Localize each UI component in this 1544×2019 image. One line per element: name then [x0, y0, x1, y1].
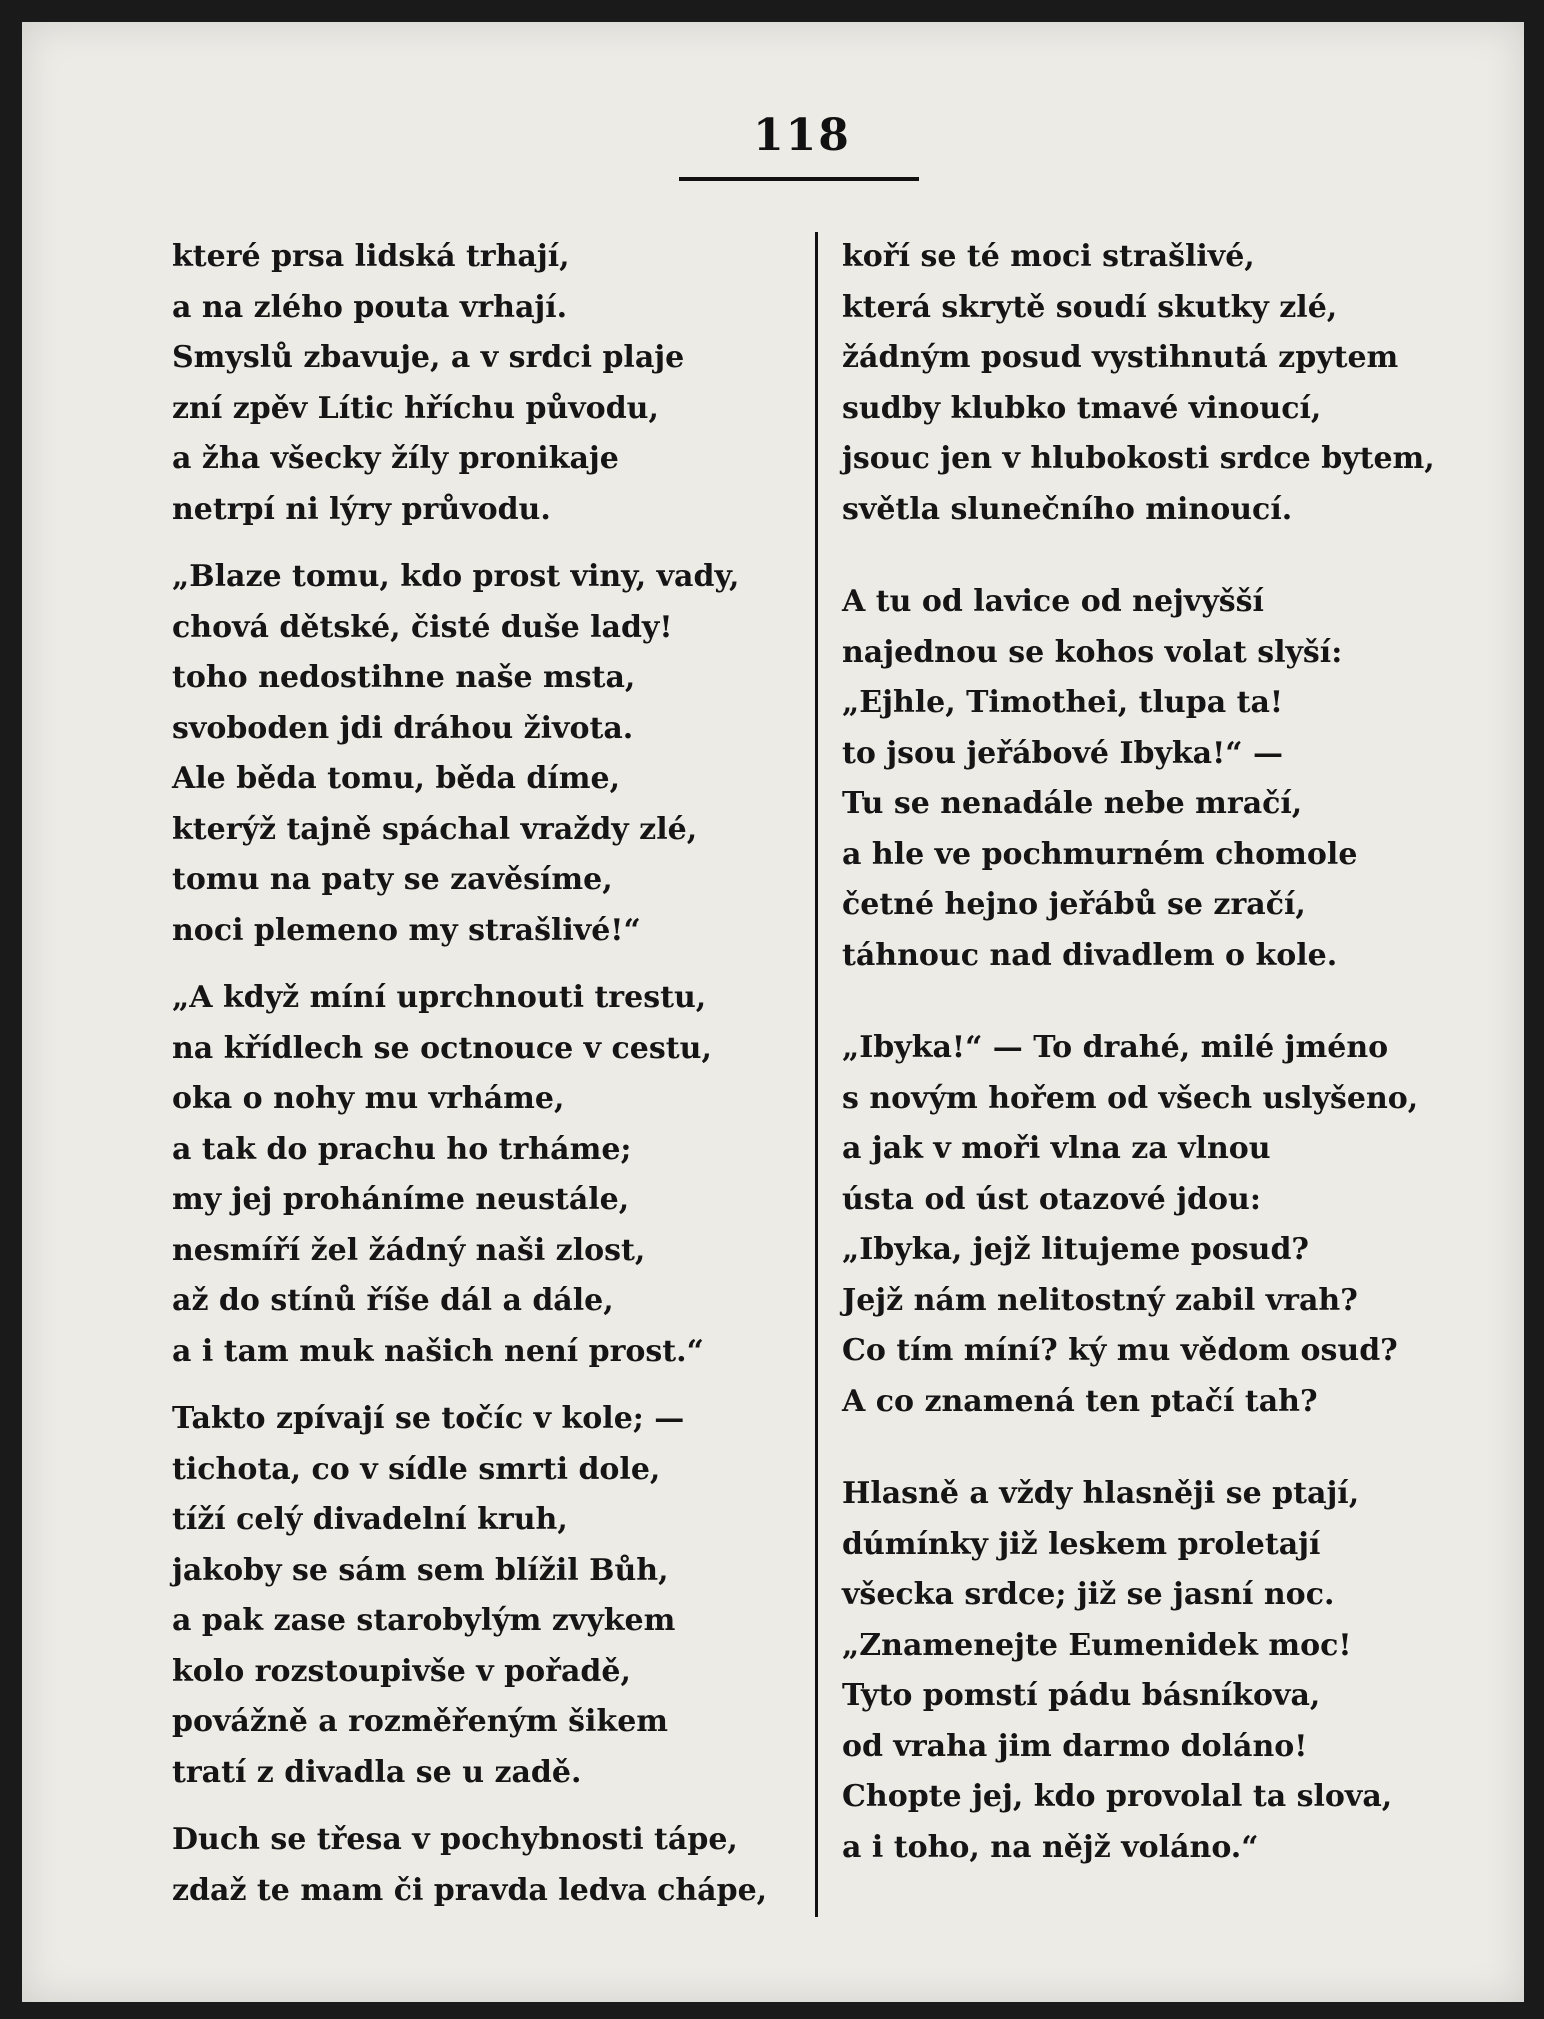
- verse-line: žádným posud vystihnutá zpytem: [842, 340, 1399, 375]
- right-column: [842, 232, 1482, 1873]
- verse-line: Jejž nám nelitostný zabil vrah?: [842, 1282, 1358, 1318]
- verse-line: „Ibyka!“ — To drahé, milé jméno: [842, 1030, 1389, 1065]
- verse-line: a tak do prachu ho trháme;: [172, 1131, 632, 1167]
- verse-line: Smyslů zbavuje, a v srdci plaje: [172, 340, 685, 375]
- verse-line: jakoby se sám sem blížil Bůh,: [172, 1552, 669, 1588]
- book-page: [22, 22, 1524, 2002]
- verse-line: a i tam muk našich není prost.“: [172, 1333, 704, 1369]
- verse-line: dúmínky již leskem proletají: [842, 1526, 1321, 1562]
- verse-line: „Ibyka, jejž litujeme posud?: [842, 1232, 1310, 1267]
- verse-line: sudby klubko tmavé vinoucí,: [842, 390, 1322, 426]
- verse-line: která skrytě soudí skutky zlé,: [842, 289, 1338, 325]
- verse-line: zdaž te mam či pravda ledva chápe,: [172, 1872, 768, 1908]
- verse-line: Ale běda tomu, běda díme,: [172, 761, 621, 796]
- stanza: [172, 552, 802, 956]
- verse-line: všecka srdce; již se jasní noc.: [842, 1577, 1335, 1612]
- verse-line: „Blaze tomu, kdo prost viny, vady,: [172, 559, 740, 594]
- verse-line: kterýž tajně spáchal vraždy zlé,: [172, 811, 698, 847]
- verse-line: zní zpěv Lític hříchu původu,: [172, 390, 659, 426]
- verse-line: na křídlech se octnouce v cestu,: [172, 1030, 712, 1066]
- verse-line: nesmíří žel žádný naši zlost,: [172, 1232, 646, 1268]
- verse-line: světla slunečního minoucí.: [842, 491, 1293, 527]
- stanza: [842, 232, 1482, 535]
- verse-line: tomu na paty se zavěsíme,: [172, 862, 613, 897]
- column-divider: [815, 232, 818, 1917]
- verse-line: tichota, co v sídle smrti dole,: [172, 1451, 661, 1487]
- verse-line: ústa od úst otazové jdou:: [842, 1181, 1261, 1217]
- verse-line: jsouc jen v hlubokosti srdce bytem,: [842, 441, 1435, 476]
- verse-line: Chopte jej, kdo provolal ta slova,: [842, 1779, 1393, 1814]
- verse-line: tíží celý divadelní kruh,: [172, 1502, 568, 1537]
- verse-line: najednou se kohos volat slyší:: [842, 634, 1343, 670]
- verse-line: Duch se třesa v pochybnosti tápe,: [172, 1822, 738, 1857]
- verse-line: a na zlého pouta vrhají.: [172, 289, 568, 325]
- verse-line: koří se té moci strašlivé,: [842, 239, 1255, 274]
- stanza: [842, 577, 1482, 981]
- verse-line: A tu od lavice od nejvyšší: [842, 584, 1264, 619]
- verse-line: tratí z divadla se u zadě.: [172, 1754, 582, 1790]
- verse-line: a i toho, na nějž voláno.“: [842, 1829, 1259, 1865]
- verse-line: a pak zase starobylým zvykem: [172, 1603, 676, 1638]
- verse-line: Takto zpívají se točíc v kole; —: [172, 1401, 685, 1436]
- verse-line: svoboden jdi dráhou života.: [172, 710, 634, 746]
- stanza: [172, 232, 802, 535]
- verse-line: Hlasně a vždy hlasněji se ptají,: [842, 1476, 1360, 1511]
- verse-line: a žha všecky žíly pronikaje: [172, 441, 619, 476]
- verse-line: A co znamená ten ptačí tah?: [842, 1383, 1318, 1419]
- verse-line: až do stínů říše dál a dále,: [172, 1283, 614, 1318]
- verse-line: povážně a rozměřeným šikem: [172, 1704, 669, 1739]
- verse-line: a hle ve pochmurném chomole: [842, 836, 1358, 872]
- verse-line: netrpí ni lýry průvodu.: [172, 491, 551, 527]
- verse-line: a jak v moři vlna za vlnou: [842, 1131, 1271, 1166]
- stanza: [172, 973, 802, 1377]
- verse-line: Tu se nenadále nebe mračí,: [842, 786, 1303, 821]
- verse-line: „Ejhle, Timothei, tlupa ta!: [842, 685, 1284, 720]
- verse-line: Tyto pomstí pádu básníkova,: [842, 1678, 1321, 1713]
- stanza: [842, 1469, 1482, 1873]
- stanza: [172, 1815, 802, 1916]
- verse-line: četné hejno jeřábů se zračí,: [842, 887, 1306, 922]
- verse-line: chová dětské, čisté duše lady!: [172, 609, 673, 645]
- verse-line: s novým hořem od všech uslyšeno,: [842, 1080, 1419, 1116]
- stanza: [172, 1394, 802, 1798]
- verse-line: které prsa lidská trhají,: [172, 239, 570, 274]
- page-number: 118: [753, 110, 851, 161]
- left-column: [172, 232, 802, 1916]
- verse-line: noci plemeno my strašlivé!“: [172, 912, 641, 948]
- verse-line: oka o nohy mu vrháme,: [172, 1081, 565, 1116]
- verse-line: toho nedostihne naše msta,: [172, 660, 636, 695]
- verse-line: my jej proháníme neustále,: [172, 1182, 630, 1217]
- verse-line: od vraha jim darmo doláno!: [842, 1728, 1308, 1764]
- verse-line: „A když míní uprchnouti trestu,: [172, 980, 707, 1015]
- verse-line: kolo rozstoupivše v pořadě,: [172, 1653, 631, 1689]
- verse-line: „Znamenejte Eumenidek moc!: [842, 1627, 1352, 1663]
- stanza: [842, 1023, 1482, 1427]
- page-number-rule: [679, 177, 919, 181]
- verse-line: to jsou jeřábové Ibyka!“ —: [842, 735, 1283, 771]
- verse-line: táhnouc nad divadlem o kole.: [842, 937, 1338, 973]
- verse-line: Co tím míní? ký mu vědom osud?: [842, 1333, 1398, 1368]
